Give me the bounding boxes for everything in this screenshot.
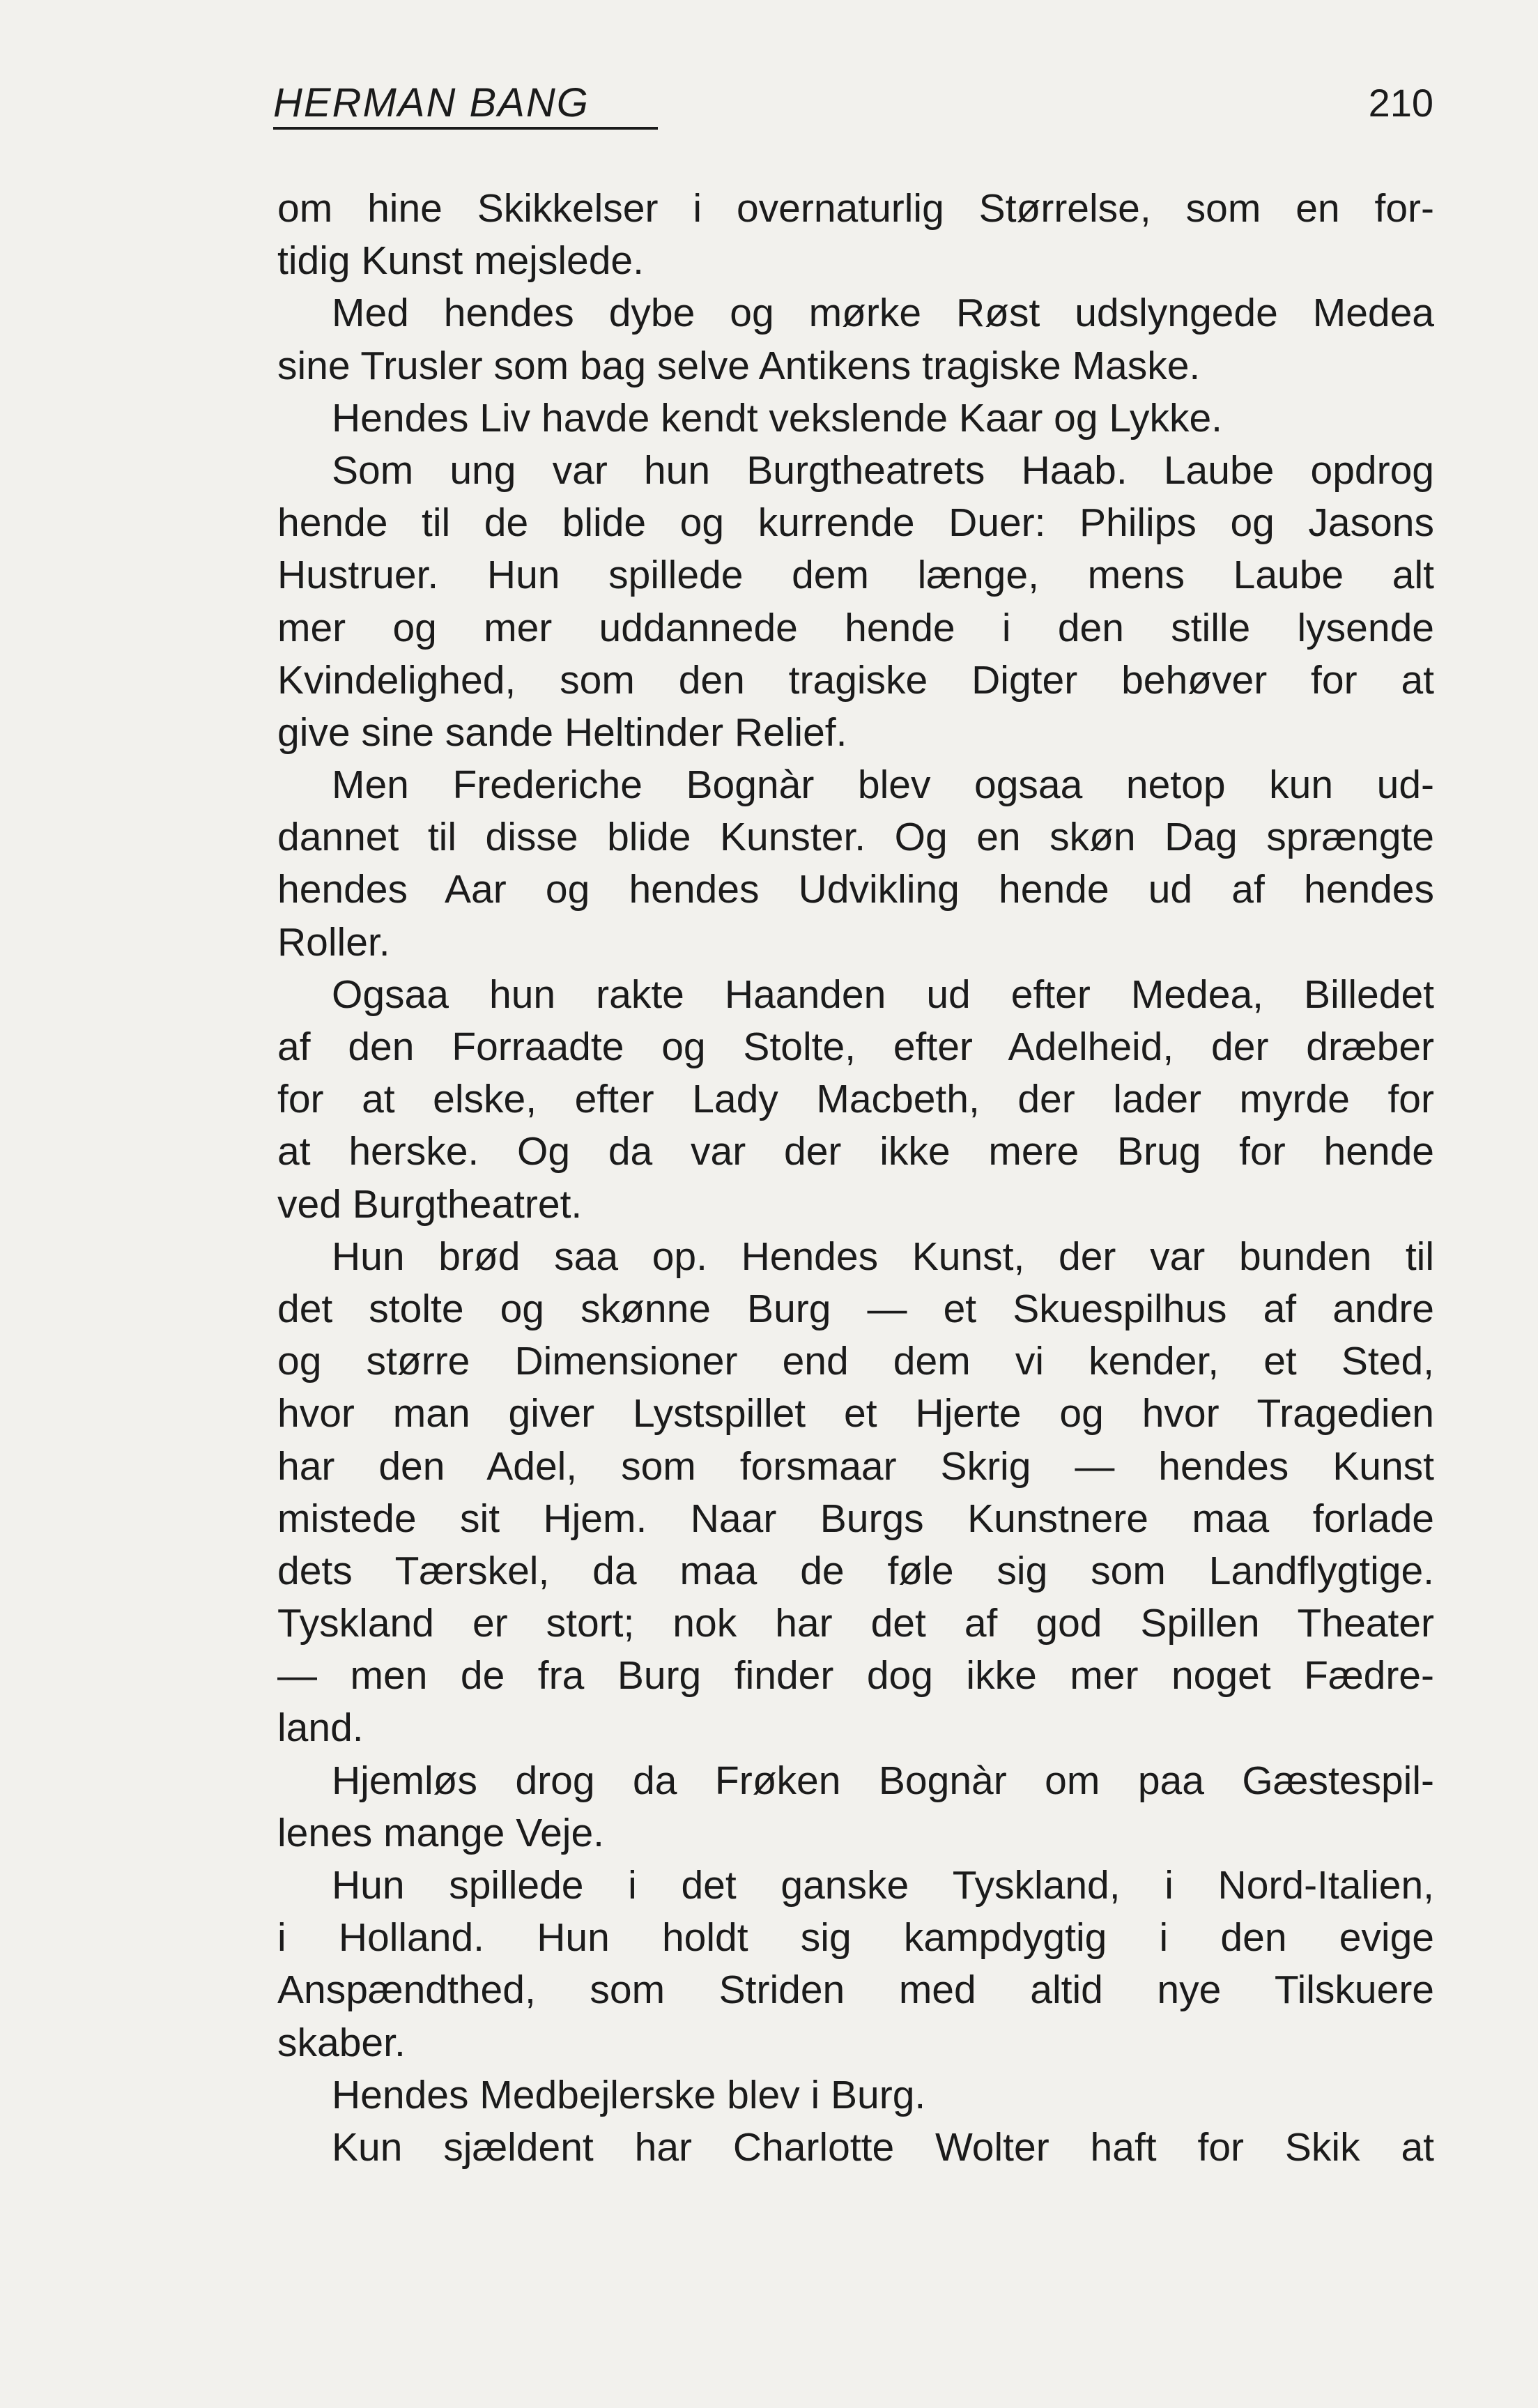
text-line: mistede sit Hjem. Naar Burgs Kunstnere maa forlade: [277, 1496, 1434, 1541]
text-line: dannet til disse blide Kunster. Og en skøn Dag sprængte: [277, 815, 1434, 860]
text-line: Hun brød saa op. Hendes Kunst, der var bunden til: [332, 1234, 1434, 1279]
text-line: Kvindelighed, som den tragiske Digter behøver for at: [277, 657, 1434, 703]
running-title: HERMAN BANG: [273, 80, 590, 125]
text-line: — men de fra Burg finder dog ikke mer noget Fædre-: [277, 1653, 1434, 1698]
text-line: i Holland. Hun holdt sig kampdygtig i den evige: [277, 1915, 1434, 1961]
header-rule: [273, 127, 658, 130]
text-line: om hine Skikkelser i overnaturlig Størrelse, som en for-: [277, 186, 1434, 231]
text-line: Kun sjældent har Charlotte Wolter haft for Skik at: [332, 2124, 1434, 2170]
text-line: ved Burgtheatret.: [277, 1181, 583, 1227]
text-line: Hendes Liv havde kendt vekslende Kaar og Lykke.: [332, 395, 1223, 440]
text-line: dets Tærskel, da maa de føle sig som Landflygtige.: [277, 1548, 1434, 1593]
text-line: Hustruer. Hun spillede dem længe, mens Laube alt: [277, 553, 1434, 598]
page-header: [273, 75, 1433, 131]
text-line: af den Forraadte og Stolte, efter Adelheid, der dræber: [277, 1025, 1434, 1069]
text-line: at herske. Og da var der ikke mere Brug for hende: [277, 1129, 1434, 1174]
text-line: Roller.: [277, 919, 390, 965]
text-line: Hun spillede i det ganske Tyskland, i Nord-Italien,: [332, 1863, 1434, 1908]
text-line: skaber.: [277, 2020, 406, 2065]
text-line: Anspændthed, som Striden med altid nye Tilskuere: [277, 1968, 1434, 2013]
text-line: Tyskland er stort; nok har det af god Spillen Theater: [277, 1601, 1434, 1646]
text-line: hvor man giver Lystspillet et Hjerte og hvor Tragedien: [277, 1391, 1434, 1436]
text-line: Men Frederiche Bognàr blev ogsaa netop kun ud-: [332, 762, 1434, 808]
text-line: har den Adel, som forsmaar Skrig — hendes Kunst: [277, 1443, 1434, 1489]
text-line: tidig Kunst mejslede.: [277, 238, 644, 284]
text-line: for at elske, efter Lady Macbeth, der lader myrde for: [277, 1077, 1434, 1122]
text-line: Hendes Medbejlerske blev i Burg.: [332, 2072, 926, 2117]
text-line: hendes Aar og hendes Udvikling hende ud af hendes: [277, 867, 1434, 912]
text-line: Ogsaa hun rakte Haanden ud efter Medea, Billedet: [332, 972, 1434, 1017]
text-line: sine Trusler som bag selve Antikens tragiske Maske.: [277, 343, 1201, 388]
text-line: Hjemløs drog da Frøken Bognàr om paa Gæstespil-: [332, 1758, 1434, 1803]
body-text: [277, 183, 1434, 2174]
text-line: lenes mange Veje.: [277, 1810, 604, 1855]
text-line: Som ung var hun Burgtheatrets Haab. Laube opdrog: [332, 447, 1434, 493]
text-line: Med hendes dybe og mørke Røst udslyngede Medea: [332, 291, 1434, 336]
text-line: land.: [277, 1705, 364, 1751]
text-line: give sine sande Heltinder Relief.: [277, 710, 847, 755]
text-line: og større Dimensioner end dem vi kender, et Sted,: [277, 1339, 1434, 1384]
text-line: mer og mer uddannede hende i den stille lysende: [277, 605, 1434, 650]
text-line: det stolte og skønne Burg — et Skuespilhus af andre: [277, 1286, 1434, 1331]
text-line: hende til de blide og kurrende Duer: Philips og Jasons: [277, 500, 1434, 546]
page-number: 210: [1368, 81, 1433, 125]
